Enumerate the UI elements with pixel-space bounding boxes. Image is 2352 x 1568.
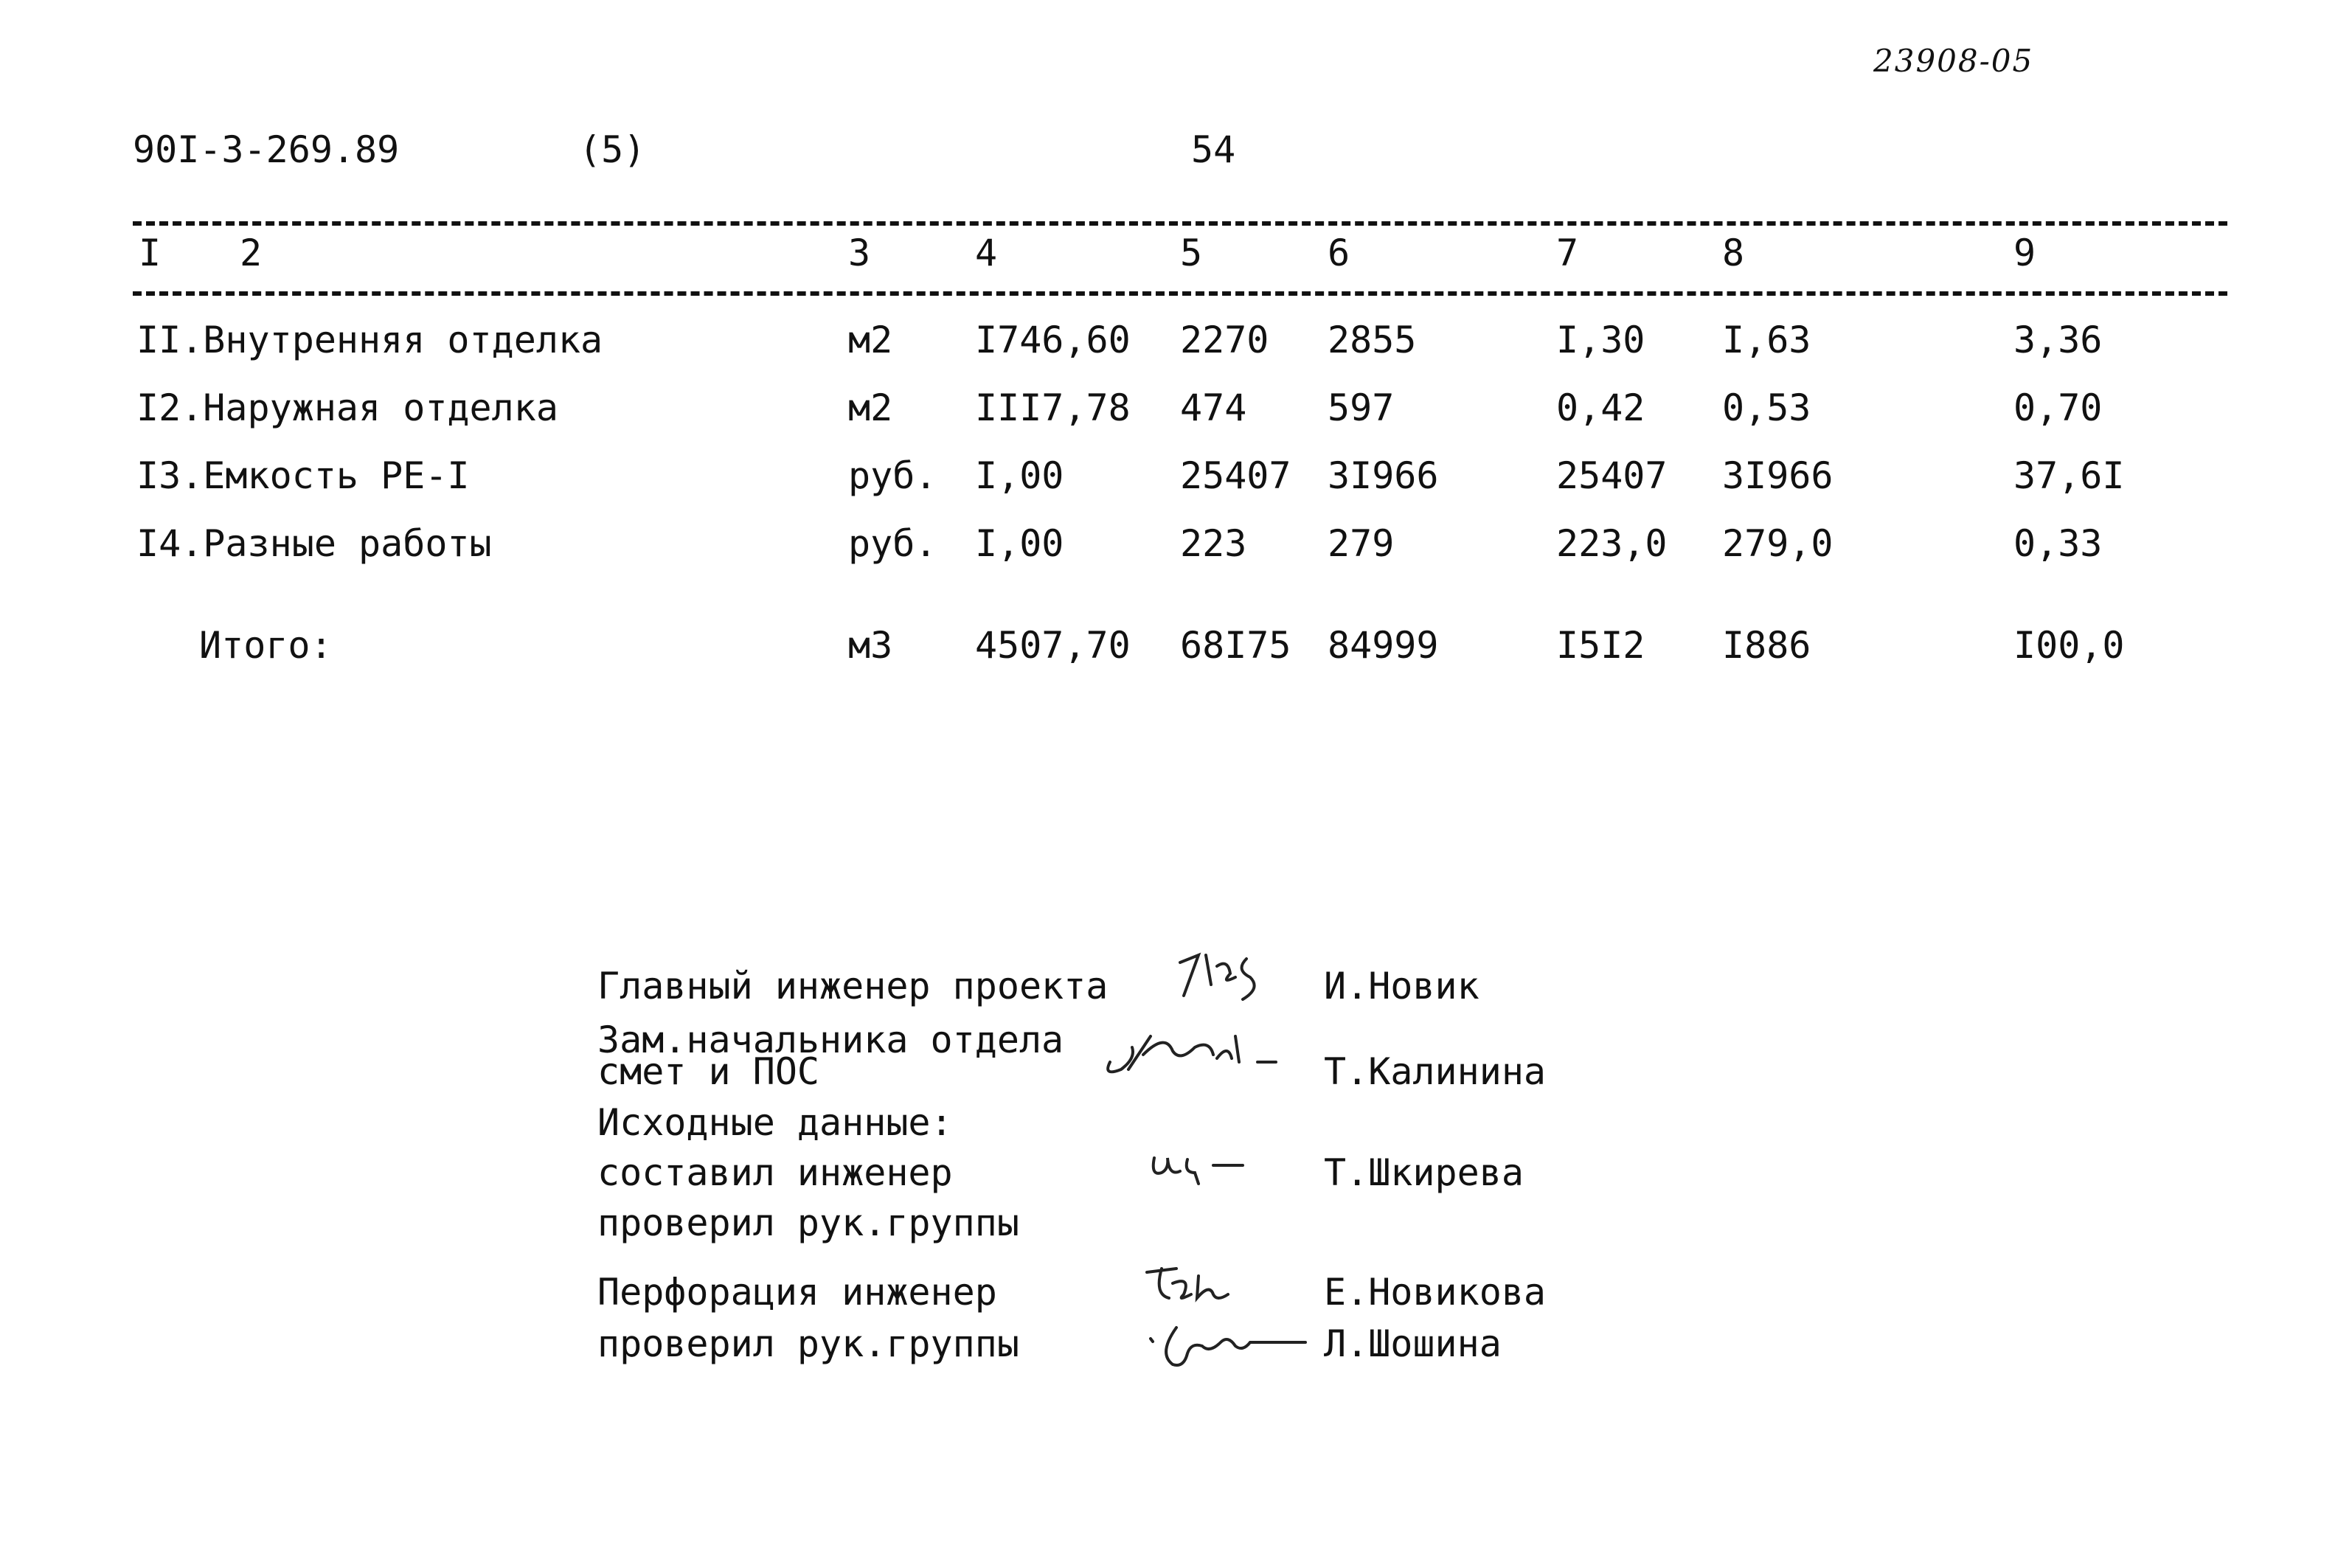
row-col-5: 474 [1180, 386, 1247, 429]
total-col-7: I5I2 [1556, 624, 1645, 667]
document-part: (5) [579, 128, 646, 171]
row-unit: м2 [848, 319, 893, 361]
row-col-7: I,30 [1556, 319, 1645, 361]
page-number: 54 [1191, 128, 1236, 171]
row-col-9: 0,70 [2013, 386, 2103, 429]
row-col-7: 0,42 [1556, 386, 1645, 429]
compiled-signature [1147, 1143, 1250, 1195]
header-col-3: 3 [848, 232, 871, 274]
row-col-4: I746,60 [975, 319, 1131, 361]
checked-label-1: проверил рук.группы [597, 1201, 1019, 1244]
row-name: I3.Емкость РЕ-I [136, 454, 470, 497]
row-col-4: I,00 [975, 522, 1064, 565]
row-col-5: 223 [1180, 522, 1247, 565]
row-name: II.Внутренняя отделка [136, 319, 603, 361]
row-col-8: 279,0 [1722, 522, 1834, 565]
row-col-6: 2855 [1328, 319, 1417, 361]
row-name: I4.Разные работы [136, 522, 492, 565]
row-unit: м2 [848, 386, 893, 429]
header-col-8: 8 [1722, 232, 1745, 274]
header-top-rule [133, 221, 2227, 226]
total-col-9: I00,0 [2013, 624, 2125, 667]
row-col-7: 223,0 [1556, 522, 1668, 565]
header-col-1: I [139, 232, 162, 274]
archive-number: 23908-05 [1873, 43, 2034, 79]
row-col-9: 0,33 [2013, 522, 2103, 565]
row-col-6: 597 [1328, 386, 1395, 429]
total-col-5: 68I75 [1180, 624, 1291, 667]
row-col-5: 25407 [1180, 454, 1291, 497]
total-col-6: 84999 [1328, 624, 1439, 667]
document-code: 90I-3-269.89 [133, 128, 400, 171]
perforation-label: Перфорация инженер [597, 1271, 997, 1314]
deputy-signature [1099, 1018, 1283, 1084]
deputy-name: Т.Калинина [1324, 1050, 1547, 1093]
row-col-6: 3I966 [1328, 454, 1439, 497]
row-col-7: 25407 [1556, 454, 1668, 497]
row-col-8: 0,53 [1722, 386, 1811, 429]
header-col-2: 2 [240, 232, 263, 274]
total-col-4: 4507,70 [975, 624, 1131, 667]
row-name: I2.Наружная отделка [136, 386, 558, 429]
header-col-6: 6 [1328, 232, 1350, 274]
row-unit: руб. [848, 454, 937, 497]
chief-engineer-label: Главный инженер проекта [597, 965, 1109, 1007]
deputy-label-line-1: Зам.начальника отдела [597, 1019, 1064, 1061]
checked-name-2: Л.Шошина [1324, 1322, 1502, 1365]
header-bottom-rule [133, 291, 2227, 296]
row-col-6: 279 [1328, 522, 1395, 565]
compiled-label: составил инженер [597, 1151, 953, 1194]
chief-engineer-signature [1165, 933, 1276, 1014]
row-col-9: 37,6I [2013, 454, 2125, 497]
compiled-name: Т.Шкирева [1324, 1151, 1524, 1194]
header-col-4: 4 [975, 232, 998, 274]
total-unit: м3 [848, 624, 893, 667]
chief-engineer-name: И.Новик [1324, 965, 1479, 1007]
checked-label-2: проверил рук.группы [597, 1322, 1019, 1365]
total-col-8: I886 [1722, 624, 1811, 667]
row-col-8: I,63 [1722, 319, 1811, 361]
row-col-5: 2270 [1180, 319, 1269, 361]
header-col-5: 5 [1180, 232, 1203, 274]
deputy-label-line-2: смет и ПОС [597, 1050, 820, 1093]
perforation-name: Е.Новикова [1324, 1271, 1547, 1314]
row-col-4: I,00 [975, 454, 1064, 497]
header-col-9: 9 [2013, 232, 2036, 274]
row-col-8: 3I966 [1722, 454, 1834, 497]
total-label: Итого: [199, 624, 333, 667]
row-col-9: 3,36 [2013, 319, 2103, 361]
checked-signature-2 [1139, 1309, 1317, 1383]
row-unit: руб. [848, 522, 937, 565]
row-col-4: III7,78 [975, 386, 1131, 429]
header-col-7: 7 [1556, 232, 1579, 274]
source-data-label: Исходные данные: [597, 1101, 953, 1144]
